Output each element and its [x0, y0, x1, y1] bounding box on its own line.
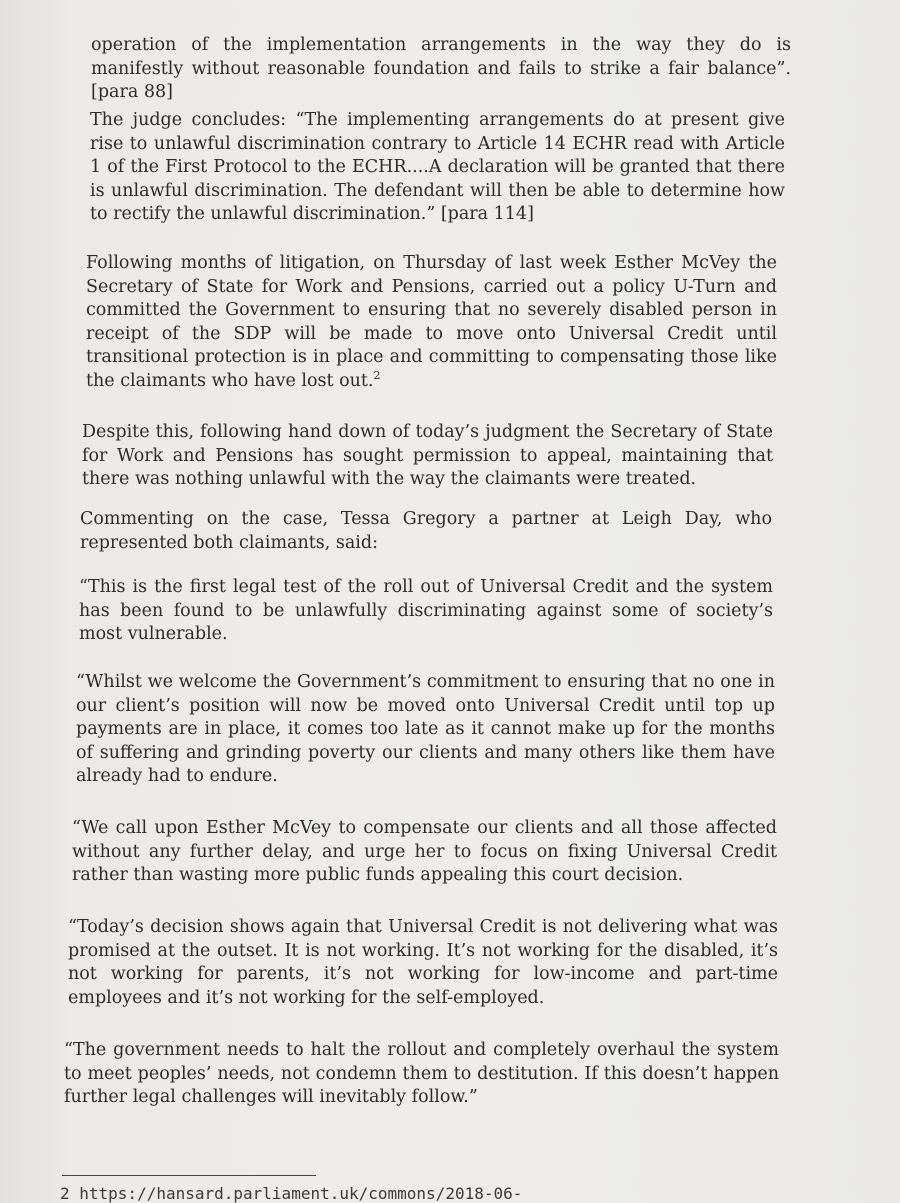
paragraph-3-text: Following months of litigation, on Thursday of last week Esther McVey the Secretary of State for Work and Pensions, carried out a policy U-Turn and committed the Government to ensuring that no severely disabled person in receipt of the SDP will be made to move onto Universal Credit until transitional protection is in place and committing to compensating those like the claimants who have lost out.: [86, 253, 777, 391]
footnote-link[interactable]: 2 https://hansard.parliament.uk/commons/2018-06-: [60, 1184, 523, 1203]
paragraph-2: The judge concludes: “The implementing arrangements do at present give rise to unlawful discrimination contrary to Article 14 ECHR read with Article 1 of the First Protocol to the ECHR....A declaration will be granted that there is unlawful discrimination. The defendant will then be able to determine how to rectify the unlawful discrimination.” [para 114]: [90, 110, 785, 224]
paragraph-10: “The government needs to halt the rollout and completely overhaul the system to meet peoples’ needs, not condemn them to destitution. If this doesn’t happen further legal challenges will inevitably follow.”: [64, 1040, 779, 1107]
paragraph-6: “This is the first legal test of the roll out of Universal Credit and the system has been found to be unlawfully discriminating against some of society’s most vulnerable.: [79, 577, 773, 644]
paragraph-8: “We call upon Esther McVey to compensate our clients and all those affected without any further delay, and urge her to focus on fixing Universal Credit rather than wasting more public funds appealing this court decision.: [72, 818, 777, 885]
paragraph-3: [86, 252, 777, 393]
paragraph-4: Despite this, following hand down of today’s judgment the Secretary of State for Work and Pensions has sought permission to appeal, maintaining that there was nothing unlawful with the way the claimants were treated.: [82, 422, 773, 489]
paragraph-9: “Today’s decision shows again that Universal Credit is not delivering what was promised at the outset. It is not working. It’s not working for the disabled, it’s not working for parents, it’s not working for low-income and part-time employees and it’s not working for the self-employed.: [68, 917, 778, 1008]
paragraph-7: “Whilst we welcome the Government’s commitment to ensuring that no one in our client’s position will now be moved onto Universal Credit until top up payments are in place, it comes too late as it cannot make up for the months of suffering and grinding poverty our clients and many others like them have already had to endure.: [76, 672, 775, 786]
paragraph-1: operation of the implementation arrangements in the way they do is manifestly without reasonable foundation and fails to strike a fair balance”. [para 88]: [91, 35, 791, 102]
paragraph-5: Commenting on the case, Tessa Gregory a partner at Leigh Day, who represented both claimants, said:: [80, 509, 772, 553]
footnote-reference: 2: [373, 368, 381, 382]
footnote-divider: [62, 1175, 316, 1176]
